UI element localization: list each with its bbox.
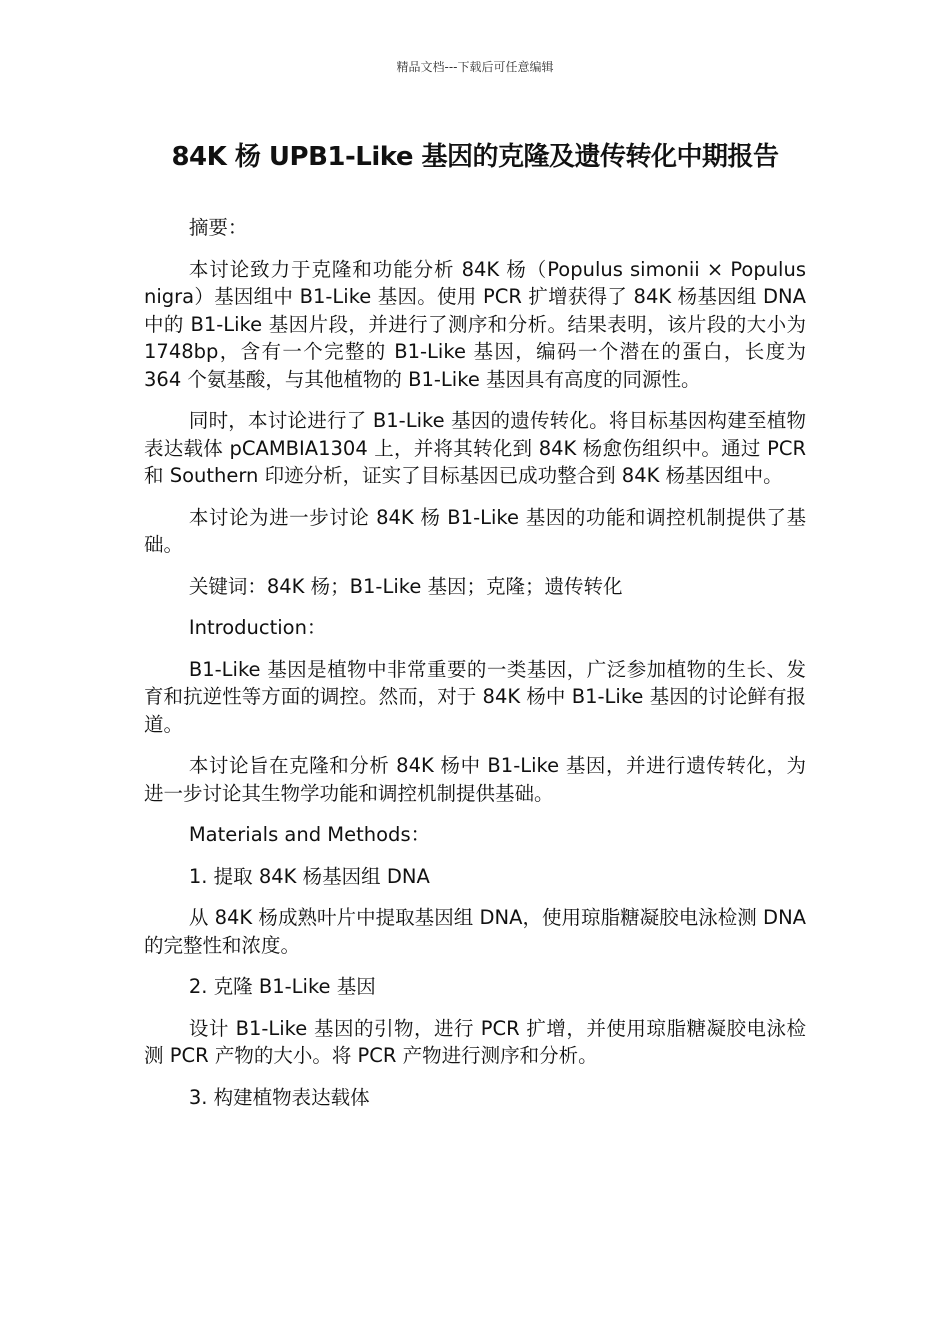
document-title: 84K 杨 UPB1-Like 基因的克隆及遗传转化中期报告 [171,142,779,172]
keywords-line: 关键词：84K 杨；B1-Like 基因；克隆；遗传转化 [188,574,623,598]
introduction-paragraph-1: B1-Like 基因是植物中非常重要的一类基因，广泛参加植物的生长、发育和抗逆性等方面的调控。然而，对于 84K 杨中 B1-Like 基因的讨论鲜有报道。 [144,657,806,736]
introduction-heading: Introduction： [188,616,327,639]
abstract-paragraph-3: 本讨论为进一步讨论 84K 杨 B1-Like 基因的功能和调控机制提供了基础。 [144,505,806,556]
abstract-heading: 摘要： [188,216,248,239]
methods-step-1-text: 从 84K 杨成熟叶片中提取基因组 DNA，使用琼脂糖凝胶电泳检测 DNA 的完整性和浓度。 [144,906,806,957]
methods-heading: Materials and Methods： [188,823,431,846]
introduction-paragraph-2: 本讨论旨在克隆和分析 84K 杨中 B1-Like 基因，并进行遗传转化，为进一步讨论其生物学功能和调控机制提供基础。 [144,754,806,805]
page-header: 精品文档---下载后可任意编辑 [396,60,554,74]
methods-step-2-text: 设计 B1-Like 基因的引物，进行 PCR 扩增，并使用琼脂糖凝胶电泳检测 PCR 产物的大小。将 PCR 产物进行测序和分析。 [144,1016,806,1067]
abstract-paragraph-1: 本讨论致力于克隆和功能分析 84K 杨（Populus simonii × Populus nigra）基因组中 B1-Like 基因。使用 PCR 扩增获得了 84K 杨基因组 DNA 中的 B1-Like 基因片段，并进行了测序和分析。结果表明，该片段的大小为 1748bp，含有一个完整的 B1-Like 基因，编码一个潜在的蛋白，长度为 364 个氨基酸，与其他植物的 B1-Like 基因具有高度的同源性。 [144,257,806,391]
abstract-paragraph-2: 同时，本讨论进行了 B1-Like 基因的遗传转化。将目标基因构建至植物表达载体 pCAMBIA1304 上，并将其转化到 84K 杨愈伤组织中。通过 PCR 和 Southern 印迹分析，证实了目标基因已成功整合到 84K 杨基因组中。 [144,409,806,487]
methods-step-2-heading: 2. 克隆 B1-Like 基因 [188,975,376,998]
methods-step-1-heading: 1. 提取 84K 杨基因组 DNA [188,864,430,888]
methods-step-3-heading: 3. 构建植物表达载体 [188,1085,370,1109]
document-body [144,214,806,1125]
